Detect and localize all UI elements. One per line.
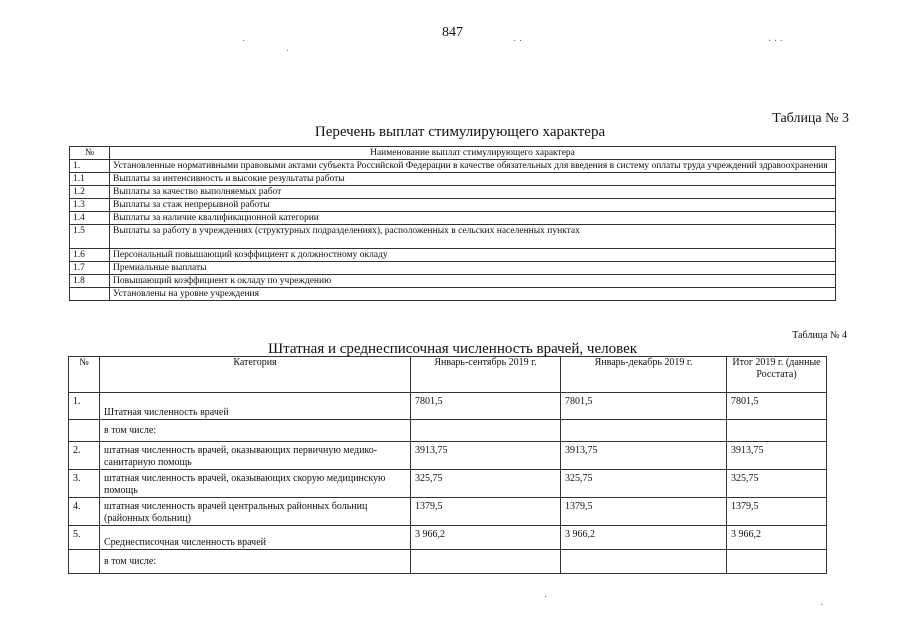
- row-num: [69, 550, 100, 574]
- row-category: в том числе:: [100, 550, 411, 574]
- row-name: Выплаты за интенсивность и высокие результаты работы: [110, 173, 836, 186]
- row-num: 1.: [69, 393, 100, 420]
- row-num: 2.: [69, 442, 100, 470]
- scan-mark: ·: [286, 46, 290, 57]
- row-num: 1.6: [70, 249, 110, 262]
- table-row: [70, 199, 836, 212]
- row-value-jan-sep: [411, 420, 561, 442]
- row-name: Установлены на уровне учреждения: [110, 288, 836, 301]
- row-num: 1.3: [70, 199, 110, 212]
- row-value-total: [727, 420, 827, 442]
- table4-title: Штатная и среднесписочная численность врачей, человек: [267, 341, 638, 357]
- row-value-total: 7801,5: [727, 393, 827, 420]
- table-row: [70, 249, 836, 262]
- row-value-jan-dec: 3913,75: [561, 442, 727, 470]
- table-row: [69, 470, 827, 498]
- table-row: [69, 550, 827, 574]
- scan-mark: · ·: [513, 36, 523, 47]
- table-row: [70, 173, 836, 186]
- table4-header-total: Итог 2019 г. (данные Росстата): [727, 357, 827, 393]
- row-num: [70, 288, 110, 301]
- row-value-total: 1379,5: [727, 498, 827, 526]
- row-value-jan-dec: [561, 420, 727, 442]
- row-value-jan-dec: 325,75: [561, 470, 727, 498]
- row-name: Установленные нормативными правовыми актами субъекта Российской Федерации в качестве обязательных для введения в систему оплаты труда учреждений здравоохранения: [110, 160, 836, 173]
- row-num: 1.1: [70, 173, 110, 186]
- row-value-jan-sep: 325,75: [411, 470, 561, 498]
- row-name: Выплаты за стаж непрерывной работы: [110, 199, 836, 212]
- row-name: Выплаты за работу в учреждениях (структурных подразделениях), расположенных в сельских населенных пунктах: [110, 225, 836, 249]
- table4-header-category: Категория: [100, 357, 411, 393]
- page-number: 847: [442, 25, 463, 40]
- row-name: Премиальные выплаты: [110, 262, 836, 275]
- table-row: [70, 275, 836, 288]
- table3: [69, 146, 836, 301]
- table-row: [70, 262, 836, 275]
- scan-mark: ·: [820, 600, 824, 611]
- table4-header-jan-sep: Январь-сентябрь 2019 г.: [411, 357, 561, 393]
- table3-label: Таблица № 3: [772, 111, 849, 126]
- row-num: 1.8: [70, 275, 110, 288]
- row-value-jan-dec: 1379,5: [561, 498, 727, 526]
- row-num: 4.: [69, 498, 100, 526]
- table4-label: Таблица № 4: [792, 330, 847, 341]
- table3-title: Перечень выплат стимулирующего характера: [314, 124, 606, 140]
- row-num: 1.4: [70, 212, 110, 225]
- table-row: [69, 498, 827, 526]
- row-num: 1.2: [70, 186, 110, 199]
- row-value-jan-sep: 7801,5: [411, 393, 561, 420]
- row-value-total: 3913,75: [727, 442, 827, 470]
- row-value-total: 3 966,2: [727, 526, 827, 550]
- table-row: [69, 526, 827, 550]
- row-num: 5.: [69, 526, 100, 550]
- row-category: штатная численность врачей, оказывающих скорую медицинскую помощь: [100, 470, 411, 498]
- row-num: [69, 420, 100, 442]
- row-value-jan-sep: 3913,75: [411, 442, 561, 470]
- table4-header-row: [69, 357, 827, 393]
- row-name: Выплаты за качество выполняемых работ: [110, 186, 836, 199]
- table-row: [70, 212, 836, 225]
- row-name: Персональный повышающий коэффициент к должностному окладу: [110, 249, 836, 262]
- table4-header-jan-dec: Январь-декабрь 2019 г.: [561, 357, 727, 393]
- row-name: Выплаты за наличие квалификационной категории: [110, 212, 836, 225]
- row-value-jan-sep: [411, 550, 561, 574]
- table3-header-num: №: [70, 147, 110, 160]
- row-value-jan-dec: 3 966,2: [561, 526, 727, 550]
- row-value-jan-sep: 1379,5: [411, 498, 561, 526]
- row-category: штатная численность врачей, оказывающих первичную медико-санитарную помощь: [100, 442, 411, 470]
- table4-header-num: №: [69, 357, 100, 393]
- row-value-jan-dec: [561, 550, 727, 574]
- row-category: штатная численность врачей центральных районных больниц (районных больниц): [100, 498, 411, 526]
- table-row: [69, 442, 827, 470]
- row-num: 1.7: [70, 262, 110, 275]
- scan-mark: ·: [544, 592, 548, 603]
- table-row: [69, 393, 827, 420]
- row-value-total: [727, 550, 827, 574]
- row-value-jan-sep: 3 966,2: [411, 526, 561, 550]
- table3-header-row: [70, 147, 836, 160]
- row-category: в том числе:: [100, 420, 411, 442]
- table-row: [70, 288, 836, 301]
- table-row: [70, 225, 836, 249]
- row-num: 1.5: [70, 225, 110, 249]
- table-row: [69, 420, 827, 442]
- row-value-total: 325,75: [727, 470, 827, 498]
- scan-mark: · · ·: [768, 36, 783, 47]
- row-value-jan-dec: 7801,5: [561, 393, 727, 420]
- table-row: [70, 186, 836, 199]
- row-num: 3.: [69, 470, 100, 498]
- table4: [68, 356, 827, 574]
- table3-header-name: Наименование выплат стимулирующего характера: [110, 147, 836, 160]
- table-row: [70, 160, 836, 173]
- row-num: 1.: [70, 160, 110, 173]
- scan-mark: ·: [242, 36, 246, 47]
- row-category: Штатная численность врачей: [100, 393, 411, 420]
- row-name: Повышающий коэффициент к окладу по учреждению: [110, 275, 836, 288]
- row-category: Среднесписочная численность врачей: [100, 526, 411, 550]
